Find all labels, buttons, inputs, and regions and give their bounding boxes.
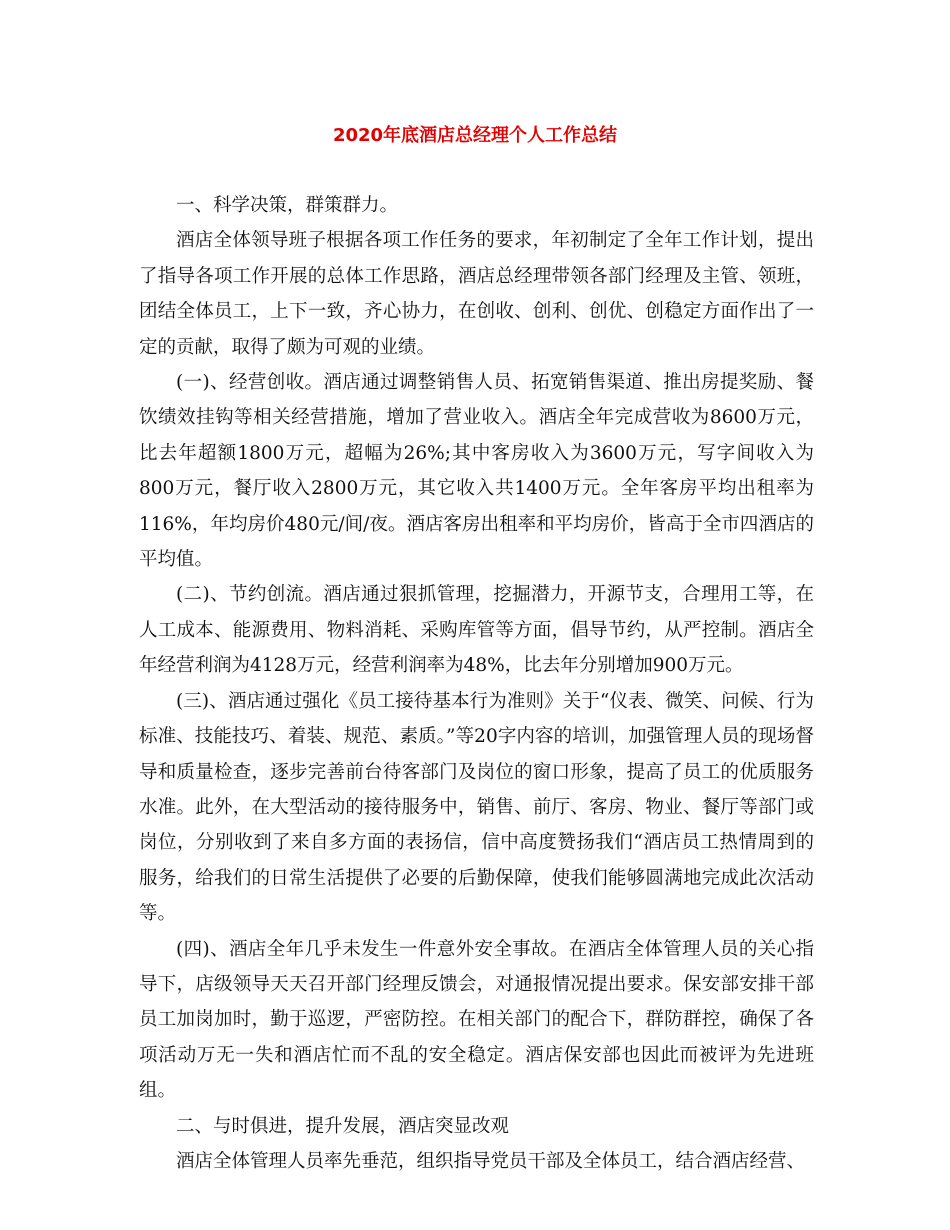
section-heading-1: 一、科学决策，群策群力。 [176,195,399,216]
paragraph: (一)、经营创收。酒店通过调整销售人员、拓宽销售渠道、推出房提奖励、餐饮绩效挂钩等相关经营措施，增加了营业收入。酒店全年完成营收为8600万元，比去年超额1800万元，超幅为26%;其中客房收入为3600万元，写字间收入为800万元，餐厅收入2800万元，其它收入共1400万元。全年客房平均出租率为116%，年均房价480元/间/夜。酒店客房出租率和平均房价，皆高于全市四酒店的平均值。 [139,372,814,571]
paragraph: (二)、节约创流。酒店通过狠抓管理，挖掘潜力，开源节支，合理用工等，在人工成本、能源费用、物料消耗、采购库管等方面，倡导节约，从严控制。酒店全年经营利润为4128万元，经营利润率为48%，比去年分别增加900万元。 [139,584,814,677]
paragraph: 酒店全体管理人员率先垂范，组织指导党员干部及全体员工，结合酒店经营、 [176,1150,806,1172]
section-heading-2: 二、与时俱进，提升发展，酒店突显改观 [176,1115,510,1137]
document-title: 2020年底酒店总经理个人工作总结 [332,125,618,146]
document-body [139,188,814,1179]
paragraph: (四)、酒店全年几乎未发生一件意外安全事故。在酒店全体管理人员的关心指导下，店级领导天天召开部门经理反馈会，对通报情况提出要求。保安部安排干部员工加岗加时，勤于巡逻，严密防控。在相关部门的配合下，群防群控，确保了各项活动万无一失和酒店忙而不乱的安全稳定。酒店保安部也因此而被评为先进班组。 [139,938,814,1102]
paragraph: 酒店全体领导班子根据各项工作任务的要求，年初制定了全年工作计划，提出了指导各项工作开展的总体工作思路，酒店总经理带领各部门经理及主管、领班，团结全体员工，上下一致，齐心协力，在创收、创利、创优、创稳定方面作出了一定的贡献，取得了颇为可观的业绩。 [139,230,814,358]
paragraph: (三)、酒店通过强化《员工接待基本行为准则》关于“仪表、微笑、问候、行为标准、技能技巧、着装、规范、素质。”等20字内容的培训，加强管理人员的现场督导和质量检查，逐步完善前台待客部门及岗位的窗口形象，提高了员工的优质服务水准。此外，在大型活动的接待服务中，销售、前厅、客房、物业、餐厅等部门或岗位，分别收到了来自多方面的表扬信，信中高度赞扬我们“酒店员工热情周到的服务，给我们的日常生活提供了必要的后勤保障，使我们能够圆满地完成此次活动等。 [139,690,814,925]
